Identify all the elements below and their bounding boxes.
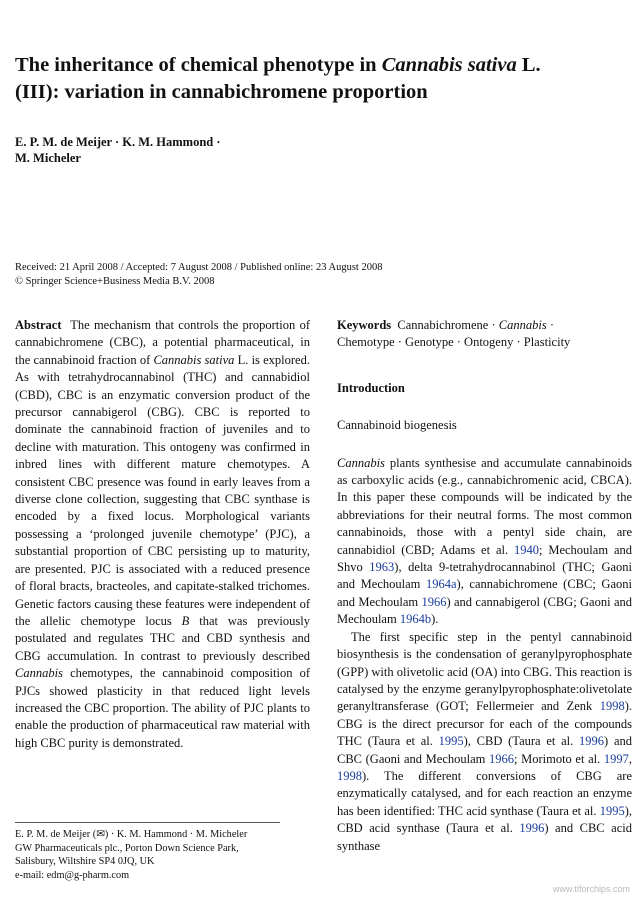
citation-link[interactable]: 1964a — [425, 577, 457, 592]
citation-link[interactable]: 1964b — [399, 612, 432, 627]
citation-link[interactable]: 1998 — [599, 699, 625, 714]
intro-p2-text-b: ). CBG is the direct precursor for each of the compounds THC (Taura et al. — [337, 699, 632, 749]
intro-p1-text-c: ), delta 9-tetrahydrocannabinol (THC; Gaoni and Mechoulam — [337, 560, 633, 592]
watermark: www.tlforchips.com — [552, 884, 630, 894]
received-dates: Received: 21 April 2008 / Accepted: 7 August 2008 / Published online: 23 August 2008 — [15, 262, 383, 273]
intro-p1-text-a: plants synthesise and accumulate cannabinoids as carboxylic acids (e.g., cannabichromenic acid, CBCA). In this paper these compounds will be indicated by the abbreviations for their neutral forms. The most common cannabinoids, those with a pentyl side chain, are cannabidiol (CBD; Adams et al. — [337, 455, 632, 557]
keywords — [337, 317, 632, 352]
citation-link[interactable]: 1995 — [438, 734, 464, 749]
citation-link[interactable]: 1998 — [337, 768, 362, 783]
intro-paragraph-2 — [337, 629, 632, 855]
intro-p2-text-f: ). The different conversions of CBG are enzymatically catalysed, and for each reaction an enzyme has been identified: THC acid synthase (Taura et al. — [337, 768, 632, 818]
abstract-text-2: L. is explored. As with tetrahydrocannabinol (THC) and cannabidiol (CBD), CBC is an enzymatic conversion product of the precursor cannabigerol (CBG). CBC is reported to dominate the cannabinoid fraction of juveniles and to decline with maturation. This ontogeny was confirmed in inbred lines with different mature chemotypes. A consistent CBC presence was found in early leaves from a diverse clone collection, suggesting that CBC synthase is encoded by a fixed locus. Morphological variants possessing a ‘prolonged juvenile chemotype’ (PJC), a substantial proportion of CBC persisting up to maturity, are presented. PJC is associated with a reduced presence of floral bracts, bracteoles, and capitate-stalked trichomes. Genetic factors causing these features were independent of the allelic chemotype locus — [15, 352, 310, 628]
affiliation-email[interactable]: e-mail: edm@g-pharm.com — [15, 869, 130, 881]
paper-title — [15, 52, 615, 106]
intro-paragraph-1 — [337, 455, 632, 629]
abstract-label: Abstract — [15, 318, 62, 332]
intro-p1-text-f: ). — [431, 612, 439, 627]
abstract-locus: B — [181, 613, 190, 628]
citation-link[interactable]: 1963 — [369, 560, 395, 575]
citation-link[interactable]: 1940 — [513, 542, 539, 557]
abstract-genus: Cannabis — [15, 666, 63, 681]
footnote-divider — [15, 822, 280, 823]
intro-p2-text-d: ) and CBC (Gaoni and Mechoulam — [337, 734, 632, 766]
affiliation-authors: E. P. M. de Meijer (✉) · K. M. Hammond · M. Micheler — [15, 829, 248, 840]
abstract-column — [15, 317, 310, 752]
citation-separator: , — [628, 751, 632, 766]
abstract — [15, 317, 310, 752]
abstract-species: Cannabis sativa — [153, 352, 235, 367]
right-column — [337, 317, 632, 855]
affiliation-company: GW Pharmaceuticals plc., Porton Down Science Park, — [15, 842, 239, 854]
keywords-label: Keywords — [337, 318, 392, 332]
intro-p2-text-g: ), CBD acid synthase (Taura et al. — [337, 803, 632, 836]
intro-p1-text-b: ; Mechoulam and Shvo — [337, 542, 632, 575]
intro-p2-text-a: The first specific step in the pentyl cannabinoid biosynthesis is the condensation of geranylpyrophosphate (GPP) with olivetolic acid (OA) into CBG. This reaction is catalysed by the enzyme geranylpyrophosphate:olivetolate geranyltransferase (GOT; Fellermeier and Zenk — [337, 629, 632, 714]
citation-link[interactable]: 1996 — [519, 821, 545, 836]
keyword-1: Cannabichromene — [397, 318, 489, 332]
publication-history — [15, 261, 615, 289]
subsection-heading: Cannabinoid biogenesis — [337, 418, 457, 433]
intro-p2-text-h: ) and CBC acid synthase — [337, 821, 632, 853]
title-line2: (III): variation in cannabichromene proportion — [15, 81, 428, 103]
keyword-separator: · — [488, 318, 499, 332]
abstract-text-3: that was previously postulated and regulates THC and CBD synthesis and CBG accumulation. In contrast to previously described — [15, 613, 310, 663]
citation-link[interactable]: 1996 — [579, 734, 605, 749]
keyword-separator: · — [546, 318, 555, 332]
intro-p2-text-c: ), CBD (Taura et al. — [463, 734, 580, 749]
intro-p2-text-e: ; Morimoto et al. — [514, 751, 604, 766]
affiliation-address: Salisbury, Wiltshire SP4 0JQ, UK — [15, 856, 155, 867]
keywords-rest: Chemotype · Genotype · Ontogeny · Plasticity — [337, 335, 571, 350]
citation-link[interactable]: 1997 — [603, 751, 629, 766]
keyword-2: Cannabis — [498, 318, 547, 332]
citation-link[interactable]: 1995 — [599, 803, 625, 818]
abstract-text-4: chemotypes, the cannabinoid composition of PJCs showed plasticity in that reduced light levels increased the CBC proportion. The ability of PJC plants to enable the production of pharmaceutical raw material with high CBC purity is demonstrated. — [15, 666, 310, 750]
copyright-line: © Springer Science+Business Media B.V. 2008 — [15, 276, 215, 287]
author-list — [15, 134, 375, 166]
authors-line1: E. P. M. de Meijer · K. M. Hammond · — [15, 135, 221, 149]
title-species: Cannabis sativa — [381, 54, 517, 76]
title-line1-pre: The inheritance of chemical phenotype in — [15, 54, 382, 76]
intro-genus: Cannabis — [337, 455, 385, 470]
authors-line2: M. Micheler — [15, 151, 81, 165]
citation-link[interactable]: 1966 — [489, 751, 514, 766]
intro-p1-text-e: ) and cannabigerol (CBG; Gaoni and Mechoulam — [337, 594, 632, 627]
abstract-text-1: The mechanism that controls the proportion of cannabichromene (CBC), a potential pharmaceutical, in the cannabinoid fraction of — [15, 318, 310, 367]
citation-link[interactable]: 1966 — [421, 594, 447, 609]
section-heading-introduction: Introduction — [337, 380, 405, 395]
title-line1-post: L. — [516, 54, 541, 76]
intro-p1-text-d: ), cannabichromene (CBC; Gaoni and Mechoulam — [337, 577, 632, 609]
author-affiliation — [15, 828, 315, 882]
